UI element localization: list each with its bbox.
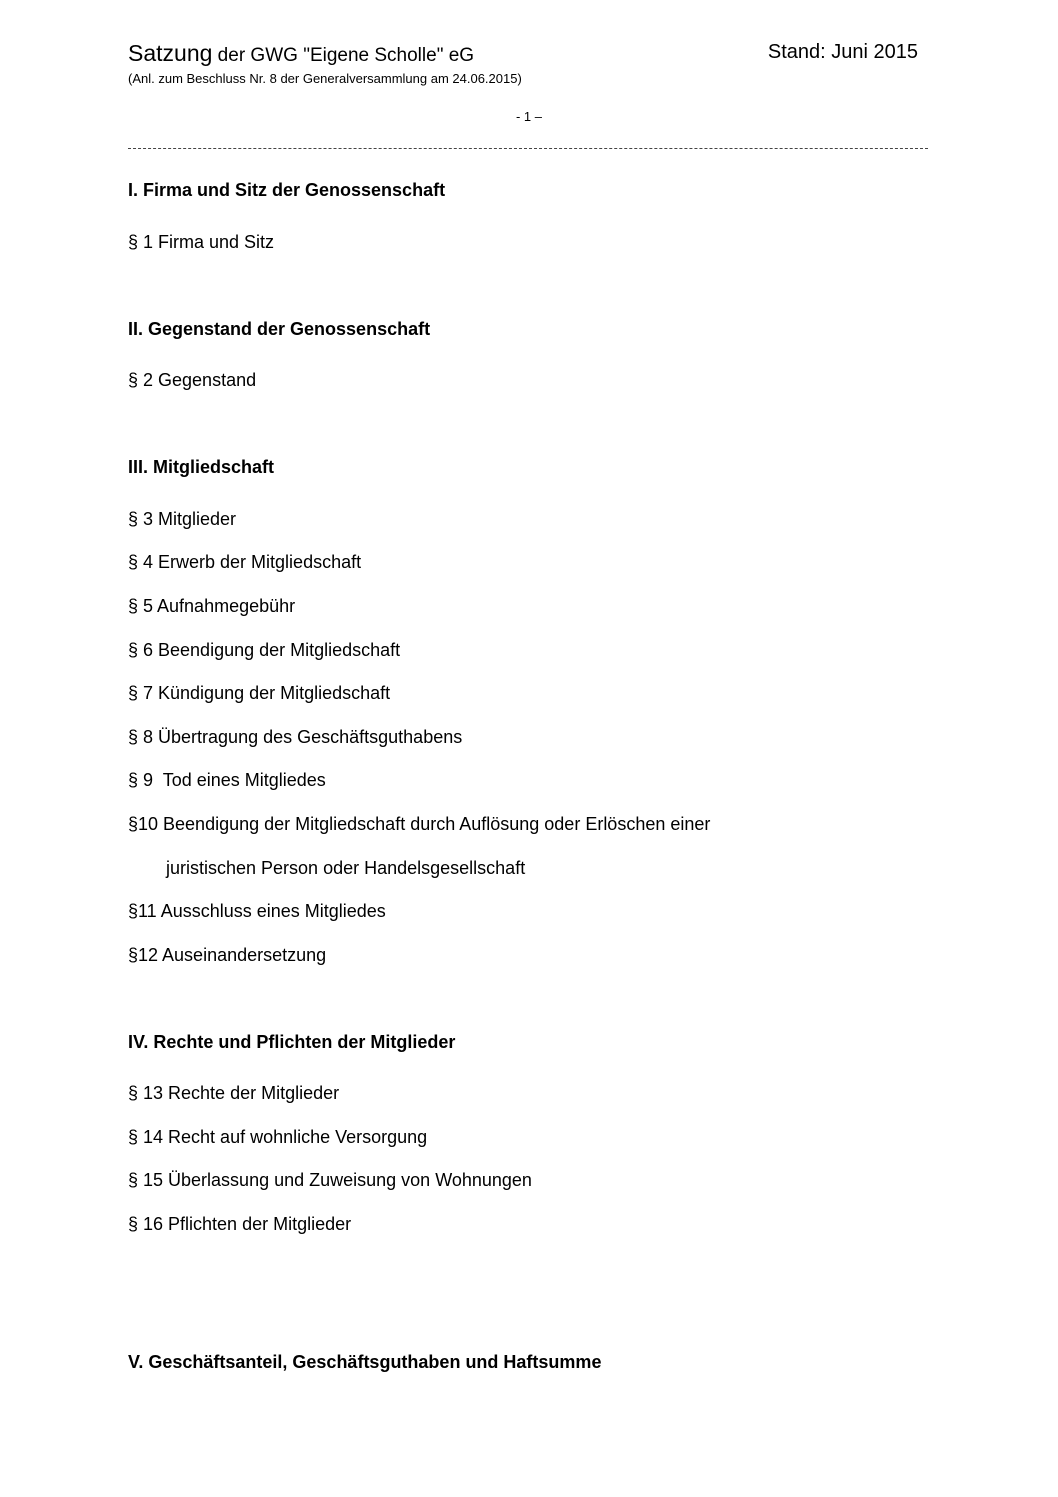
toc-entry: §12 Auseinandersetzung: [128, 945, 327, 965]
toc-entry: § 3 Mitglieder: [128, 509, 237, 529]
document-title-main: Satzung: [128, 40, 213, 66]
section-heading-5: V. Geschäftsanteil, Geschäftsguthaben und Haftsumme: [128, 1352, 602, 1372]
toc-entry: § 4 Erwerb der Mitgliedschaft: [128, 552, 362, 572]
document-title: [128, 40, 474, 67]
toc-entry: § 8 Übertragung des Geschäftsguthabens: [128, 727, 463, 747]
document-header: [128, 40, 918, 68]
document-subtitle: (Anl. zum Beschluss Nr. 8 der Generalversammlung am 24.06.2015): [128, 71, 522, 86]
toc-entry: § 13 Rechte der Mitglieder: [128, 1083, 340, 1103]
toc-entry: § 5 Aufnahmegebühr: [128, 596, 296, 616]
document-title-rest: der GWG "Eigene Scholle" eG: [212, 45, 475, 66]
document-date: Stand: Juni 2015: [767, 41, 918, 63]
toc-entry-continuation: juristischen Person oder Handelsgesellschaft: [166, 858, 526, 878]
toc-entry: § 1 Firma und Sitz: [128, 232, 275, 252]
toc-entry: § 6 Beendigung der Mitgliedschaft: [128, 640, 401, 660]
toc-entry: § 15 Überlassung und Zuweisung von Wohnungen: [128, 1170, 532, 1190]
toc-entry: § 14 Recht auf wohnliche Versorgung: [128, 1127, 428, 1147]
toc-entry: § 7 Kündigung der Mitgliedschaft: [128, 683, 391, 703]
toc-entry: § 9 Tod eines Mitgliedes: [128, 770, 326, 790]
toc-entry: §11 Ausschluss eines Mitgliedes: [128, 901, 386, 921]
section-heading-3: III. Mitgliedschaft: [128, 457, 275, 477]
section-heading-1: I. Firma und Sitz der Genossenschaft: [128, 180, 446, 200]
toc-entry: § 16 Pflichten der Mitglieder: [128, 1214, 352, 1234]
section-heading-4: IV. Rechte und Pflichten der Mitglieder: [128, 1032, 456, 1052]
header-divider: [128, 148, 928, 149]
toc-entry: §10 Beendigung der Mitgliedschaft durch Auflösung oder Erlöschen einer: [128, 814, 711, 834]
section-heading-2: II. Gegenstand der Genossenschaft: [128, 319, 431, 339]
page-number: - 1 –: [515, 109, 542, 124]
toc-entry: § 2 Gegenstand: [128, 370, 257, 390]
